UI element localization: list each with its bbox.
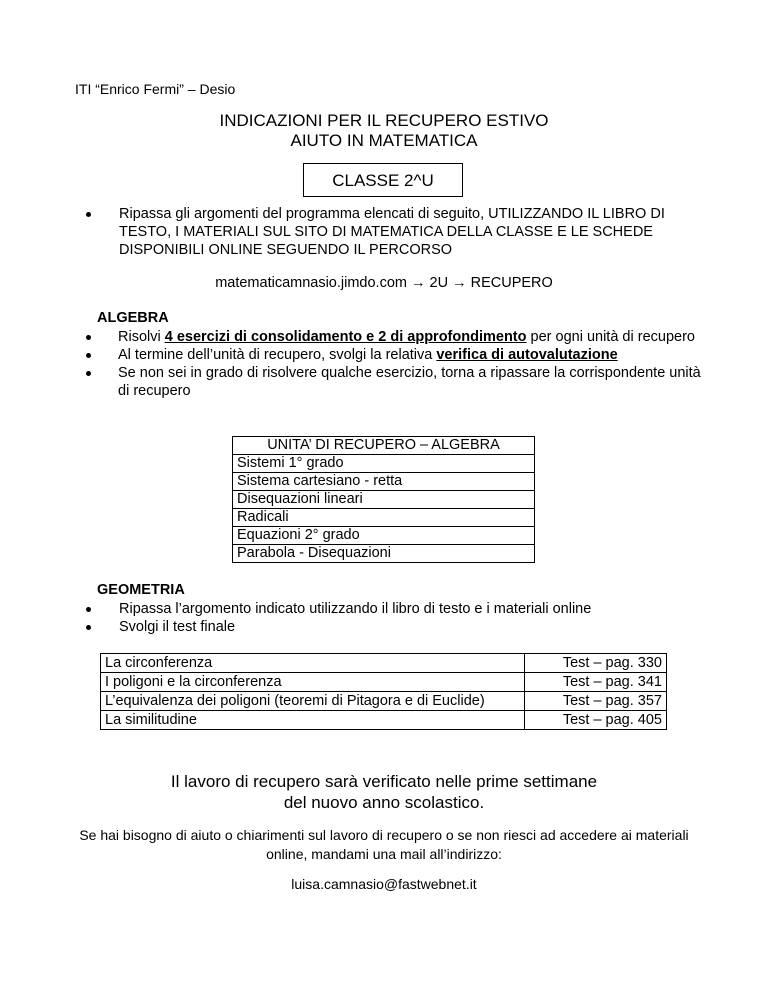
topic-cell: La circonferenza xyxy=(101,654,525,673)
table-row: Equazioni 2° grado xyxy=(233,527,535,545)
geometria-heading: GEOMETRIA xyxy=(97,582,185,598)
table-row: Sistema cartesiano - retta xyxy=(233,473,535,491)
algebra-b2-pre: Al termine dell’unità di recupero, svolgi la relativa xyxy=(118,347,437,363)
table-row xyxy=(101,711,667,730)
table-row: Disequazioni lineari xyxy=(233,491,535,509)
algebra-units-table xyxy=(232,436,535,563)
algebra-list xyxy=(75,328,715,400)
algebra-bullet-2 xyxy=(75,346,715,364)
table-row xyxy=(101,654,667,673)
algebra-table-header: UNITA’ DI RECUPERO – ALGEBRA xyxy=(233,437,535,455)
contact-note: Se hai bisogno di aiuto o chiarimenti sul lavoro di recupero o se non riesci ad accedere ai materiali online, mandami una mail all’indirizzo: xyxy=(79,827,689,862)
topic-cell: I poligoni e la circonferenza xyxy=(101,673,525,692)
closing-line-1: Il lavoro di recupero sarà verificato nelle prime settimane xyxy=(170,772,598,791)
class-label-box: CLASSE 2^U xyxy=(303,163,463,197)
algebra-bullet-1 xyxy=(75,328,715,346)
table-row: Radicali xyxy=(233,509,535,527)
intro-text: Ripassa gli argomenti del programma elencati di seguito, UTILIZZANDO IL LIBRO DI TESTO, I MATERIALI SUL SITO DI MATEMATICA DELLA CLASSE E LE SCHEDE DISPONIBILI ONLINE SEGUENDO IL PERCORSO xyxy=(119,206,665,258)
algebra-b3: Se non sei in grado di risolvere qualche esercizio, torna a ripassare la corrispondente unità di recupero xyxy=(118,365,701,399)
geometria-list xyxy=(75,600,715,636)
topic-cell: La similitudine xyxy=(101,711,525,730)
algebra-bullet-3 xyxy=(75,364,715,400)
contact-email[interactable]: luisa.camnasio@fastwebnet.it xyxy=(291,876,477,892)
table-row: Parabola - Disequazioni xyxy=(233,545,535,563)
algebra-b2-bold: verifica di autovalutazione xyxy=(436,347,618,363)
test-cell: Test – pag. 405 xyxy=(525,711,667,730)
topic-cell: L’equivalenza dei poligoni (teoremi di Pitagora e di Euclide) xyxy=(101,692,525,711)
geometria-tests-table xyxy=(100,653,667,730)
table-row xyxy=(101,673,667,692)
intro-list xyxy=(75,205,695,259)
geometria-bullet-1 xyxy=(75,600,715,618)
table-row xyxy=(101,692,667,711)
algebra-b1-pre: Risolvi xyxy=(118,329,165,345)
closing-statement xyxy=(0,771,768,813)
geometria-bullet-2 xyxy=(75,618,715,636)
geometria-b2: Svolgi il test finale xyxy=(119,619,236,635)
test-cell: Test – pag. 341 xyxy=(525,673,667,692)
test-cell: Test – pag. 357 xyxy=(525,692,667,711)
algebra-b1-post: per ogni unità di recupero xyxy=(526,329,695,345)
algebra-b1-bold: 4 esercizi di consolidamento e 2 di approfondimento xyxy=(164,329,527,345)
document-subtitle: AIUTO IN MATEMATICA xyxy=(290,131,478,150)
geometria-b1: Ripassa l’argomento indicato utilizzando il libro di testo e i materiali online xyxy=(119,601,592,617)
test-cell: Test – pag. 330 xyxy=(525,654,667,673)
intro-bullet xyxy=(75,205,695,259)
document-title: INDICAZIONI PER IL RECUPERO ESTIVO xyxy=(219,111,549,130)
site-path: matematicamnasio.jimdo.com → 2U → RECUPERO xyxy=(215,275,553,291)
algebra-heading: ALGEBRA xyxy=(97,310,169,326)
school-name: ITI “Enrico Fermi” – Desio xyxy=(75,81,236,97)
closing-line-2: del nuovo anno scolastico. xyxy=(283,793,485,812)
table-row: Sistemi 1° grado xyxy=(233,455,535,473)
